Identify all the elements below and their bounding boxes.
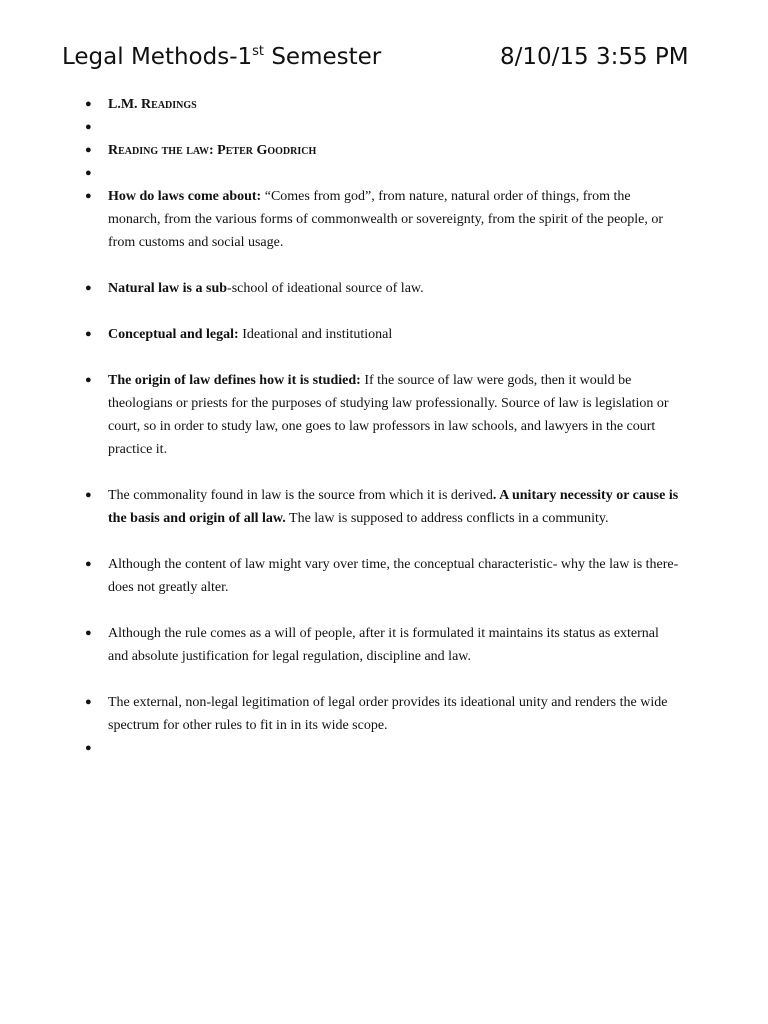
notes-list: [82, 93, 682, 760]
bullet-dot-icon: ●: [85, 328, 92, 340]
note-text: The law is supposed to address conflicts in a community.: [285, 511, 609, 526]
note-lead: Natural law is a sub: [108, 281, 228, 296]
bullet-dot-icon: ●: [85, 627, 92, 639]
list-item: [82, 323, 682, 346]
title-superscript: st: [252, 44, 265, 59]
section-heading-reading-the-law: Reading the law: Peter Goodrich: [108, 143, 317, 158]
list-item-empty: [82, 116, 682, 139]
note-text: “Comes from god”, from nature, natural order of things, from the monarch, from the various forms of commonwealth or sovereignty, from the spirit of the people, or from customs and social usage.: [108, 189, 664, 250]
list-item: [82, 691, 682, 737]
note-text: Although the rule comes as a will of people, after it is formulated it maintains its status as external and absolute justification for legal regulation, discipline and law.: [108, 626, 659, 664]
note-emphasis: . A unitary necessity or cause is the basis and origin of all law.: [108, 488, 679, 526]
document-header: [62, 44, 702, 78]
document-title: [62, 44, 381, 70]
list-item-empty: [82, 737, 682, 760]
note-text: Although the content of law might vary over time, the conceptual characteristic- why the law is there- does not greatly alter.: [108, 557, 679, 595]
note-lead: The origin of law defines how it is studied:: [108, 373, 361, 388]
note-text: Ideational and institutional: [238, 327, 393, 342]
list-item: [82, 185, 682, 254]
list-item-empty: [82, 162, 682, 185]
bullet-dot-icon: ●: [85, 558, 92, 570]
list-item: [82, 369, 682, 461]
note-lead: How do laws come about:: [108, 189, 262, 204]
list-item: [82, 553, 682, 599]
note-text: The external, non-legal legitimation of legal order provides its ideational unity and renders the wide spectrum for other rules to fit in in its wide scope.: [108, 695, 668, 733]
bullet-dot-icon: ●: [85, 167, 92, 179]
bullet-dot-icon: ●: [85, 742, 92, 754]
list-item: [82, 277, 682, 300]
note-lead: Conceptual and legal:: [108, 327, 239, 342]
bullet-dot-icon: ●: [85, 489, 92, 501]
title-suffix: Semester: [264, 44, 382, 70]
bullet-dot-icon: ●: [85, 190, 92, 202]
bullet-dot-icon: ●: [85, 98, 92, 110]
section-heading-lm-readings: L.M. Readings: [108, 97, 197, 112]
list-item: [82, 93, 682, 116]
bullet-dot-icon: ●: [85, 282, 92, 294]
list-item: [82, 622, 682, 668]
bullet-dot-icon: ●: [85, 696, 92, 708]
note-text: -school of ideational source of law.: [227, 281, 424, 296]
bullet-dot-icon: ●: [85, 374, 92, 386]
document-timestamp: 8/10/15 3:55 PM: [500, 44, 689, 70]
bullet-dot-icon: ●: [85, 144, 92, 156]
note-text: If the source of law were gods, then it would be theologians or priests for the purposes of studying law professionally. Source of law is legislation or court, so in order to study law, one goes to law professors in law schools, and lawyers in the court practice it.: [108, 373, 669, 457]
note-text: The commonality found in law is the source from which it is derived: [108, 488, 493, 503]
bullet-dot-icon: ●: [85, 121, 92, 133]
list-item: [82, 484, 682, 530]
list-item: [82, 139, 682, 162]
title-prefix: Legal Methods-1: [62, 44, 253, 70]
